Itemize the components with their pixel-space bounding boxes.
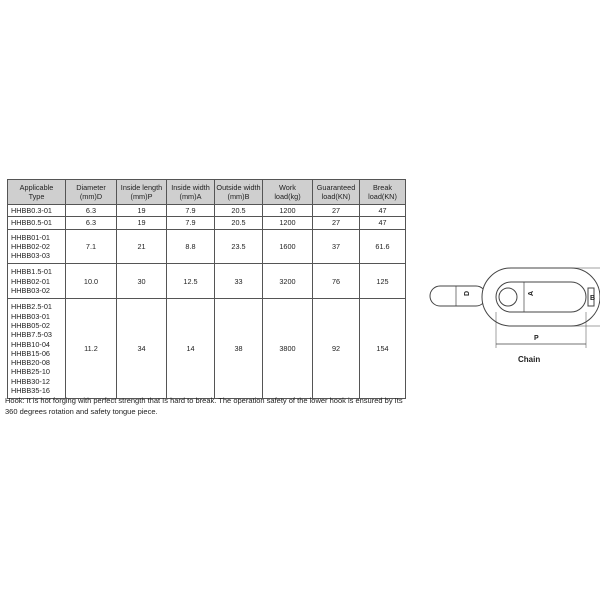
type-name: HHBB25-10 [11,367,50,377]
type-name: HHBB05-02 [11,320,50,330]
cell-a: 7.9 [167,205,215,217]
column-header-line: Guaranteed [316,182,356,192]
cell-d: 7.1 [66,229,117,264]
cell-p: 19 [117,217,167,229]
cell-a: 12.5 [167,264,215,299]
type-name: HHBB01-01 [11,232,50,242]
column-header [66,180,117,205]
column-header-line: load(kg) [274,192,301,201]
diagram-caption: Chain [518,355,541,364]
cell-b: 33 [215,264,263,299]
cell-work: 1200 [263,217,313,229]
cell-guaranteed: 37 [313,229,360,264]
cell-guaranteed: 27 [313,217,360,229]
column-header-line: load(KN) [368,192,397,201]
column-header-line: Type [28,192,45,201]
column-header-line: load(KN) [321,192,351,201]
type-name: HHBB03-02 [11,286,50,296]
cell-break: 47 [360,217,406,229]
cell-work: 3800 [263,299,313,399]
type-name: HHBB10-04 [11,339,50,349]
column-header-line: (mm)D [79,192,103,201]
table-row [8,264,406,299]
label-p: P [534,335,539,342]
column-header-line: Diameter [76,182,106,192]
column-header-line: Applicable [19,182,54,192]
column-header [263,180,313,205]
column-header [117,180,167,205]
table-body [8,205,406,399]
type-cell [8,264,66,299]
type-name: HHBB7.5-03 [11,330,52,340]
cell-p: 21 [117,229,167,264]
chain-link-left [430,286,486,306]
table-header-row [8,180,406,205]
cell-guaranteed: 92 [313,299,360,399]
cell-b: 20.5 [215,205,263,217]
column-header [8,180,66,205]
cell-d: 6.3 [66,217,117,229]
cell-guaranteed: 76 [313,264,360,299]
cell-b: 38 [215,299,263,399]
type-name: HHBB35-16 [11,386,50,396]
cell-d: 10.0 [66,264,117,299]
column-header-line: (mm)P [130,192,153,201]
table-row [8,299,406,399]
table-row [8,229,406,264]
chain-cross-section [499,288,517,306]
chain-diagram [420,258,600,358]
cell-work: 3200 [263,264,313,299]
column-header-line: Inside width [171,182,210,192]
cell-b: 20.5 [215,217,263,229]
cell-p: 34 [117,299,167,399]
type-name: HHBB02-01 [11,276,50,286]
cell-break: 154 [360,299,406,399]
column-header-line: Inside length [120,182,163,192]
cell-a: 8.8 [167,229,215,264]
cell-p: 30 [117,264,167,299]
cell-d: 6.3 [66,205,117,217]
type-name: HHBB2.5-01 [11,302,52,312]
type-name: HHBB03-01 [11,311,50,321]
spec-table [7,179,406,399]
type-name: HHBB30-12 [11,376,50,386]
type-name: HHBB1.5-01 [11,267,52,277]
column-header-line: Break [372,182,393,192]
label-a: A [528,290,535,296]
type-name: HHBB02-02 [11,241,50,251]
cell-break: 125 [360,264,406,299]
label-d: D [464,290,471,296]
type-name: HHBB0.5-01 [11,218,52,228]
type-name: HHBB03-03 [11,251,50,261]
table-row [8,205,406,217]
column-header [313,180,360,205]
column-header-line: Work [279,182,296,192]
cell-break: 61.6 [360,229,406,264]
column-header [360,180,406,205]
type-cell [8,299,66,399]
type-cell [8,205,66,217]
column-header-line: (mm)B [227,192,250,201]
cell-d: 11.2 [66,299,117,399]
hook-note: Hook: It is hot forging with perfect strength that Is hard to break. The operation safety of the lower hook is ensured by Its 360 degrees rotation and safety tongue piece. [5,396,403,416]
label-b: B [590,295,596,302]
cell-a: 7.9 [167,217,215,229]
column-header-line: Outside width [216,182,261,192]
cell-break: 47 [360,205,406,217]
cell-p: 19 [117,205,167,217]
cell-guaranteed: 27 [313,205,360,217]
column-header [215,180,263,205]
type-name: HHBB15-06 [11,348,50,358]
column-header [167,180,215,205]
type-name: HHBB20-08 [11,358,50,368]
cell-work: 1200 [263,205,313,217]
cell-a: 14 [167,299,215,399]
type-name: HHBB0.3-01 [11,206,52,215]
cell-b: 23.5 [215,229,263,264]
type-cell [8,217,66,229]
column-header-line: (mm)A [179,192,202,201]
cell-work: 1600 [263,229,313,264]
table-row [8,217,406,229]
type-cell [8,229,66,264]
